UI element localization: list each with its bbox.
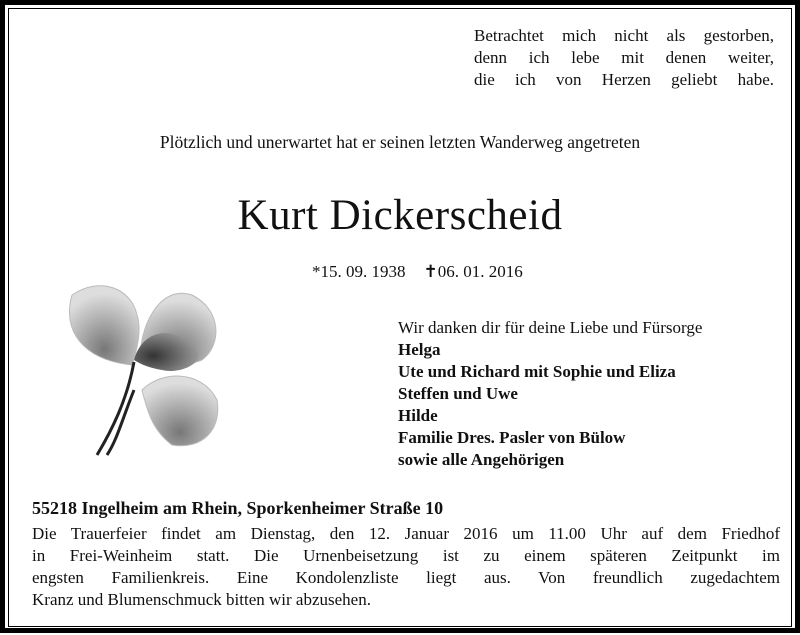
quote-line: denn ich lebe mit denen weiter, [474, 48, 774, 67]
deceased-name: Kurt Dickerscheid [237, 192, 563, 239]
quote-line: die ich von Herzen geliebt habe. [474, 70, 774, 89]
family-member: Familie Dres. Pasler von Bülow [398, 428, 626, 447]
funeral-info-line: in Frei-Weinheim statt. Die Urnenbeisetzung ist zu einem späteren Zeitpunkt im [32, 546, 780, 565]
family-member: sowie alle Angehörigen [398, 450, 565, 469]
funeral-info-line: Die Trauerfeier findet am Dienstag, den 12. Januar 2016 um 11.00 Uhr auf dem Friedhof [32, 524, 780, 543]
funeral-info-line: Kranz und Blumenschmuck bitten wir abzusehen. [32, 590, 371, 609]
death-date: ✝06. 01. 2016 [423, 262, 523, 281]
family-list [398, 317, 702, 471]
quote-line: Betrachtet mich nicht als gestorben, [474, 26, 774, 45]
funeral-info-line: engsten Familienkreis. Eine Kondolenzliste liegt aus. Von freundlich zugedachtem [32, 568, 780, 587]
birth-date: *15. 09. 1938 [312, 262, 406, 281]
quote [474, 25, 774, 91]
family-member: Hilde [398, 406, 438, 425]
thanks-line: Wir danken dir für deine Liebe und Fürsorge [398, 318, 703, 337]
family-member: Ute und Richard mit Sophie und Eliza [398, 362, 676, 381]
life-dates [312, 261, 541, 283]
family-member: Helga [398, 340, 441, 359]
family-member: Steffen und Uwe [398, 384, 518, 403]
ginkgo-leaf-image [62, 270, 242, 470]
funeral-info [32, 523, 780, 611]
address: 55218 Ingelheim am Rhein, Sporkenheimer Straße 10 [32, 498, 444, 518]
intro-text: Plötzlich und unerwartet hat er seinen letzten Wanderweg angetreten [159, 132, 641, 152]
